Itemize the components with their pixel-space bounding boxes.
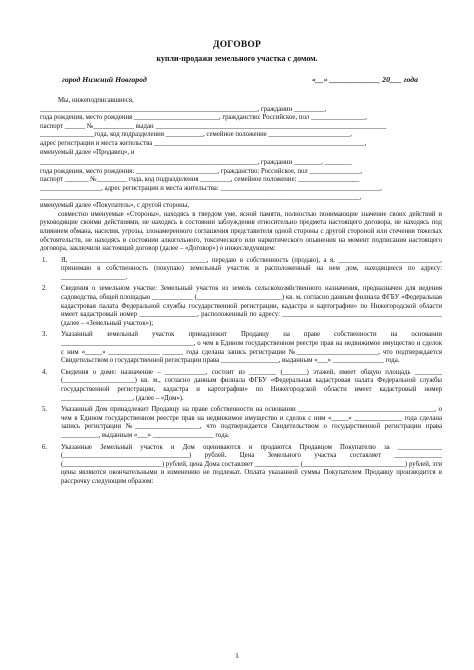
buyer-line: __________________, адрес регистрации и места жительства: _______________________________________________, [40, 184, 382, 192]
parties-paragraph: совместно именуемые «Стороны», находясь в твердом уме, ясной памяти, полностью понимающие значение своих действий и руководящие своими действиями, не находясь в состоянии заблуждения относительно предмета настоящего договора, не находясь под влиянием обмана, насилия, угрозы, злонамеренного соглашения представителя одной стороны с другой стороной или стечения тяжелых обстоятельств, не находясь в состоянии алкогольного, токсического или наркотического опьянения на момент подписания настоящего договора, заключили настоящий договор (далее – «Договор») о нижеследующем: [40, 210, 442, 253]
intro-we: Мы, нижеподписавшиеся, [58, 97, 134, 104]
clause-number: 4. [42, 368, 48, 376]
buyer-line: паспорт _______ №_________ года, код подразделения _________, семейное положение: __________________ [40, 176, 360, 184]
clause-text: Указанный Дом принадлежит Продавцу на праве собственности на основании ________________________________________, о чем в Едином государственном реестре прав на недвижимое имущество и сделок с ним «_____» ______________ года сделана запись регистрации №___________________, что подтверждается Свидетельством о государственной регистрации права ___________, выданным «___» __________________ года. [61, 406, 442, 439]
seller-line: адрес регистрации и места жительства ______________________________________________________________, [40, 139, 367, 147]
clause-number: 2. [42, 285, 48, 293]
clause-item [40, 444, 442, 487]
clause-text: Указанные Земельный участок и Дом оцениваются и продаются Продавцом Покупателю за _____________ (_____________________________________) рублей. Цена Земельного участка составляет ______________ (_____________________________) рублей, цена Дома составляет _____________ (______________________________) рублей, эти цены являются окончательными и изменению не подлежат. Оплата указанной суммы Покупателем Продавцу производится в рассрочку следующим образом: [61, 443, 442, 485]
contract-date: «__» _____________ 20___ года [312, 75, 419, 84]
clause-text: Я, ________________________________________, передаю в собственность (продаю), а я, ______________________________, принимаю в собственность (покупаю) земельный участок и расположенный на нем дом, находящиеся по адресу: ___________________. [61, 256, 442, 281]
clause-text: Сведения о доме: назначение – ____________, состоит из ________ (_______) этажей, имеет общую площадь ________ (_____________________) кв. м., согласно данным филиала ФГБУ «Федеральная кадастровая палата Федеральной службы государственной регистрации, кадастра и картографии» по Нижегородской области имеет кадастровый номер _____________________, (далее – «Дом»). [61, 368, 442, 402]
clause-item [40, 369, 442, 403]
clause-number: 5. [42, 406, 48, 414]
seller-line: ________________года, код подразделения ___________, семейное положение ________________________, [40, 131, 352, 139]
contract-body [40, 97, 442, 487]
clause-number: 1. [42, 256, 48, 264]
clause-text: Указанный земельный участок принадлежит Продавцу на праве собственности на основании _______________________________________, о чем в Едином государственном реестре прав на недвижимое имущество и сделок с ним «_____» _______________ ______ года сделана запись регистрации №________________________, что подтверждается Свидетельством о государственной регистрации права _________________, выданным «___» _______________ года. [61, 331, 442, 365]
clause-number: 6. [42, 443, 48, 451]
document-subtitle: купли-продажи земельного участка с домом. [156, 54, 318, 63]
clause-item [40, 331, 442, 365]
clause-item [40, 406, 442, 440]
seller-line: именуемый далее «Продавец», и [40, 148, 135, 156]
contract-city: город Нижний Новгород [62, 75, 147, 84]
clause-number: 3. [42, 331, 48, 339]
seller-line: года рождения, место рождения _________________________, гражданство: Российское, пол ________________, [40, 114, 367, 122]
clause-text: Сведения о земельном участке: Земельный участок из земель сельскохозяйственного назначения, предназначен для ведения садоводства, общей площадью ____________ (_________________________) кв. м, согласно данным филиала ФГБУ «Федеральная кадастровая палата Федеральной службы государственной регистрации, кадастра и картографии» по Нижегородской области имеет кадастровый номер _________________, расположенный по адресу: _______________________________________________ (далее – «Земельный участок»); [61, 285, 442, 327]
document-title: ДОГОВОР [212, 40, 262, 50]
page-number: 1 [235, 651, 239, 660]
buyer-line: ________________________________________________________________, гражданин ________, ________ [40, 159, 352, 167]
buyer-line: года рождения, место рождения: ________________________, гражданство: Российское, пол _______________, [40, 167, 363, 175]
buyer-line: именуемый далее «Покупатель», с другой стороны, [40, 202, 190, 210]
buyer-line: ______________________________________________________________________________________________, [40, 193, 362, 201]
seller-line: ________________________________________________________________, гражданин _________, [40, 105, 327, 113]
clause-item [40, 257, 442, 283]
clause-item [40, 285, 442, 328]
seller-line: паспорт ______ №____________ выдан ____________________________________________________________________ [40, 122, 387, 130]
